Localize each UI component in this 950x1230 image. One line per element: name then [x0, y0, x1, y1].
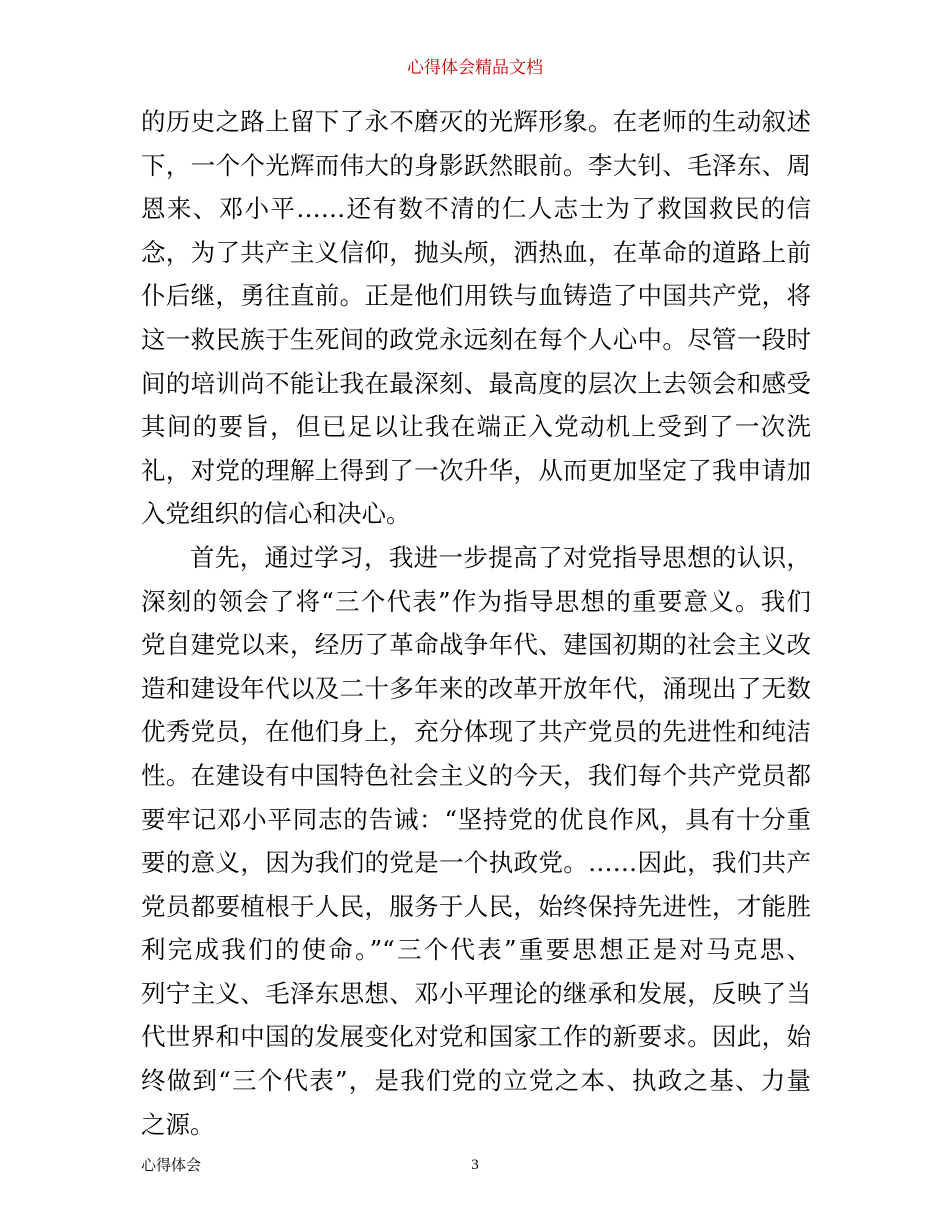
text-line: 代世界和中国的发展变化对党和国家工作的新要求。因此，始 [141, 1022, 811, 1052]
footer-label: 心得体会 [141, 1156, 202, 1174]
text-line: 造和建设年代以及二十多年来的改革开放年代，涌现出了无数 [141, 673, 811, 703]
document-body [141, 100, 811, 1146]
text-line: 终做到“三个代表”，是我们党的立党之本、执政之基、力量 [141, 1066, 811, 1096]
page-number: 3 [471, 1157, 479, 1173]
text-line: 首先，通过学习，我进一步提高了对党指导思想的认识， [190, 542, 811, 572]
text-line: 间的培训尚不能让我在最深刻、最高度的层次上去领会和感受 [141, 368, 811, 398]
text-line: 入党组织的信心和决心。 [141, 499, 411, 529]
text-line: 优秀党员，在他们身上，充分体现了共产党员的先进性和纯洁 [141, 717, 811, 747]
text-line: 性。在建设有中国特色社会主义的今天，我们每个共产党员都 [141, 760, 811, 790]
text-line: 要牢记邓小平同志的告诫：“坚持党的优良作风，具有十分重 [141, 804, 811, 834]
text-line: 要的意义，因为我们的党是一个执政党。……因此，我们共产 [141, 848, 811, 878]
text-line: 的历史之路上留下了永不磨灭的光辉形象。在老师的生动叙述 [141, 107, 811, 136]
document-header: 心得体会精品文档 [407, 58, 543, 78]
text-line: 深刻的领会了将“三个代表”作为指导思想的重要意义。我们 [141, 586, 811, 616]
text-line: 这一救民族于生死间的政党永远刻在每个人心中。尽管一段时 [141, 324, 811, 354]
text-line: 礼，对党的理解上得到了一次升华，从而更加坚定了我申请加 [141, 455, 811, 485]
text-line: 恩来、邓小平……还有数不清的仁人志士为了救国救民的信 [141, 194, 811, 224]
text-line: 仆后继，勇往直前。正是他们用铁与血铸造了中国共产党，将 [141, 281, 811, 311]
text-line: 党自建党以来，经历了革命战争年代、建国初期的社会主义改 [141, 630, 811, 660]
text-line: 利完成我们的使命。”“三个代表”重要思想正是对马克思、 [141, 935, 811, 965]
text-line: 列宁主义、毛泽东思想、邓小平理论的继承和发展，反映了当 [141, 978, 811, 1008]
text-line: 党员都要植根于人民，服务于人民，始终保持先进性，才能胜 [141, 891, 811, 921]
text-line: 其间的要旨，但已足以让我在端正入党动机上受到了一次洗 [141, 412, 811, 442]
text-line: 下，一个个光辉而伟大的身影跃然眼前。李大钊、毛泽东、周 [141, 150, 811, 180]
text-line: 之源。 [141, 1109, 215, 1139]
text-line: 念，为了共产主义信仰，抛头颅，洒热血，在革命的道路上前 [141, 237, 811, 267]
